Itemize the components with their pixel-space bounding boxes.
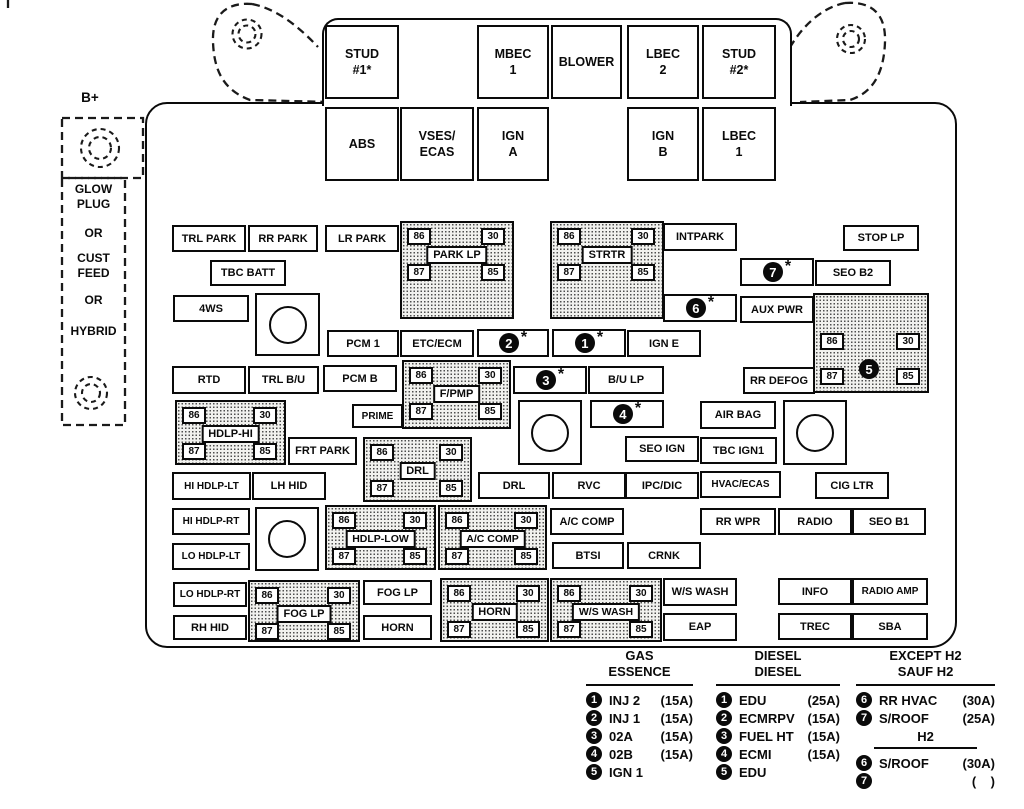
b-plus-bolt-box [62, 118, 143, 178]
relay-a-c-comp [438, 505, 547, 570]
relay-pin-86: 86 [182, 407, 206, 424]
side-note-line: OR [84, 293, 103, 307]
side-note-line: CUST [77, 251, 110, 265]
marker-fuse-6 [663, 294, 737, 322]
legend-item-amps: (25A) [807, 692, 840, 708]
fuse-stud-1: STUD #1* [325, 25, 399, 99]
legend-item-amps: ( ) [971, 773, 995, 789]
legend-item-amps: (30A) [962, 692, 995, 708]
legend-item-label: RR HVAC [879, 692, 938, 708]
fuse-hi-hdlp-rt: HI HDLP-RT [172, 508, 250, 535]
asterisk: * [707, 294, 715, 311]
asterisk: * [634, 400, 642, 417]
relay-marker-5 [813, 293, 929, 393]
relay-pin-87: 87 [409, 403, 433, 420]
socket-circle-icon [531, 414, 569, 452]
fuse-ign-b: IGN B [627, 107, 699, 181]
circled-number-icon: 5 [586, 764, 602, 780]
circled-number-icon: 2 [716, 710, 732, 726]
circled-number-icon: 7 [856, 773, 872, 789]
legend-item-label: S/ROOF [879, 710, 929, 726]
relay-pin-85: 85 [439, 480, 463, 497]
legend-item-label: INJ 2 [609, 692, 641, 708]
relay-pin-87: 87 [820, 368, 844, 385]
relay-pin-30: 30 [631, 228, 655, 245]
relay-pin-85: 85 [514, 548, 538, 565]
fuse-vses-ecas: VSES/ ECAS [400, 107, 474, 181]
relay-label: HDLP-LOW [345, 530, 416, 548]
relay-park-lp [400, 221, 514, 319]
relay-socket-4 [255, 507, 319, 571]
side-note-line: FEED [77, 266, 110, 280]
legend-item-amps: (15A) [660, 728, 693, 744]
legend-item-amps: (15A) [660, 692, 693, 708]
relay-hdlp-low [325, 505, 436, 570]
fuse-lr-park: LR PARK [325, 225, 399, 252]
circled-number-icon: 4 [586, 746, 602, 762]
fuse-lbec-1: LBEC 1 [702, 107, 776, 181]
relay-pin-30: 30 [327, 587, 351, 604]
relay-label: HORN [471, 603, 517, 621]
legend-item [716, 745, 840, 763]
relay-pin-85: 85 [631, 264, 655, 281]
relay-label: W/S WASH [572, 603, 640, 621]
relay-pin-87: 87 [557, 264, 581, 281]
left-tab-outline [213, 4, 330, 102]
fuse-tbc-ign1: TBC IGN1 [700, 437, 777, 464]
circled-number-icon: 4 [613, 404, 633, 424]
legend-item-amps: (15A) [660, 746, 693, 762]
fuse-lo-hdlp-lt: LO HDLP-LT [172, 543, 250, 570]
relay-pin-87: 87 [370, 480, 394, 497]
legend-item [586, 727, 693, 745]
circled-number-icon: 6 [686, 298, 706, 318]
circled-number-icon: 3 [716, 728, 732, 744]
asterisk: * [784, 258, 792, 275]
relay-pin-86: 86 [407, 228, 431, 245]
legend-item-amps: (30A) [962, 755, 995, 771]
fuse-b-u-lp: B/U LP [588, 366, 664, 394]
fuse-prime: PRIME [352, 404, 403, 428]
legend-item [586, 745, 693, 763]
legend-item-label: 02A [609, 728, 633, 744]
fuse-crnk: CRNK [627, 542, 701, 569]
legend-item [586, 691, 693, 709]
right-tab-outline [800, 3, 885, 102]
circled-number-icon: 3 [586, 728, 602, 744]
circled-number-icon: 2 [586, 710, 602, 726]
fuse-btsi: BTSI [552, 542, 624, 569]
fuse-abs: ABS [325, 107, 399, 181]
fuse-trl-b-u: TRL B/U [248, 366, 319, 394]
socket-circle-icon [269, 306, 307, 344]
legend-item-label: INJ 1 [609, 710, 641, 726]
relay-pin-86: 86 [447, 585, 471, 602]
legend-item-label: FUEL HT [739, 728, 794, 744]
asterisk: * [520, 329, 528, 346]
circled-number-icon: 5 [859, 359, 879, 379]
legend-item-label: 02B [609, 746, 633, 762]
relay-pin-86: 86 [557, 228, 581, 245]
fuse-cig-ltr: CIG LTR [815, 472, 889, 499]
fuse-lh-hid: LH HID [252, 472, 326, 500]
relay-pin-86: 86 [409, 367, 433, 384]
legend-item [716, 727, 840, 745]
b-plus-bolt-icon [81, 129, 119, 167]
legend-column-1 [586, 648, 693, 781]
asterisk: * [557, 366, 565, 383]
relay-pin-87: 87 [182, 443, 206, 460]
circled-number-icon: 4 [716, 746, 732, 762]
left-tab-bolt-icon [233, 20, 262, 49]
relay-strtr [550, 221, 664, 319]
legend-subheader: H2 [917, 729, 934, 744]
relay-pin-87: 87 [447, 621, 471, 638]
fuse-stud-2: STUD #2* [702, 25, 776, 99]
fuse-rtd: RTD [172, 366, 246, 394]
relay-pin-30: 30 [439, 444, 463, 461]
fuse-lbec-2: LBEC 2 [627, 25, 699, 99]
side-note-line: GLOW [74, 182, 113, 196]
legend-item-label: ECMRPV [739, 710, 795, 726]
relay-pin-30: 30 [514, 512, 538, 529]
relay-pin-85: 85 [478, 403, 502, 420]
circled-number-icon: 3 [536, 370, 556, 390]
circled-number-icon: 1 [716, 692, 732, 708]
b-plus-label: B+ [81, 90, 99, 105]
relay-label: A/C COMP [459, 530, 526, 548]
side-note-text [62, 182, 125, 339]
legend-item [716, 763, 840, 781]
socket-circle-icon [268, 520, 306, 558]
fuse-w-s-wash: W/S WASH [663, 578, 737, 606]
fuse-horn: HORN [363, 615, 432, 640]
relay-hdlp-hi [175, 400, 286, 465]
fuse-seo-b1: SEO B1 [852, 508, 926, 535]
fuse-rr-defog: RR DEFOG [743, 367, 815, 394]
fuse-seo-b2: SEO B2 [815, 260, 891, 286]
legend-header: DIESEL DIESEL [754, 648, 802, 679]
relay-socket-3 [783, 400, 847, 465]
marker-fuse-2 [477, 329, 549, 357]
legend-item-label: IGN 1 [609, 764, 643, 780]
fuse-trl-park: TRL PARK [172, 225, 246, 252]
relay-pin-86: 86 [370, 444, 394, 461]
circled-number-icon: 1 [586, 692, 602, 708]
side-note-line: PLUG [76, 197, 111, 211]
marker-fuse-3 [513, 366, 587, 394]
legend-item [856, 691, 995, 709]
legend-item-amps: (15A) [807, 728, 840, 744]
fuse-info: INFO [778, 578, 852, 605]
relay-pin-85: 85 [516, 621, 540, 638]
circled-number-icon: 6 [856, 692, 872, 708]
fuse-drl: DRL [478, 472, 550, 499]
fuse-frt-park: FRT PARK [288, 437, 357, 465]
fuse-trec: TREC [778, 613, 852, 640]
relay-pin-86: 86 [820, 333, 844, 350]
fuse-radio: RADIO [778, 508, 852, 535]
socket-circle-icon [796, 414, 834, 452]
relay-pin-87: 87 [255, 623, 279, 640]
legend-item-amps: (15A) [807, 710, 840, 726]
fuse-lo-hdlp-rt: LO HDLP-RT [173, 582, 247, 607]
legend-column-3 [856, 648, 995, 790]
relay-pin-30: 30 [516, 585, 540, 602]
fuse-eap: EAP [663, 613, 737, 641]
legend-header: GAS ESSENCE [608, 648, 671, 679]
fuse-air-bag: AIR BAG [700, 401, 776, 429]
relay-pin-87: 87 [332, 548, 356, 565]
side-note-line: OR [84, 226, 103, 240]
legend-item-amps: (15A) [807, 746, 840, 762]
fuse-pcm-1: PCM 1 [327, 330, 399, 357]
relay-label: DRL [399, 462, 436, 480]
relay-pin-85: 85 [327, 623, 351, 640]
legend-item-amps: (15A) [660, 710, 693, 726]
legend-header: EXCEPT H2 SAUF H2 [889, 648, 962, 679]
relay-pin-86: 86 [255, 587, 279, 604]
circled-number-icon: 6 [856, 755, 872, 771]
fuse-fog-lp: FOG LP [363, 580, 432, 605]
legend-item-label: ECMI [739, 746, 772, 762]
marker-fuse-4 [590, 400, 664, 428]
relay-pin-30: 30 [403, 512, 427, 529]
fuse-radio-amp: RADIO AMP [852, 578, 928, 605]
relay-fog-lp [248, 580, 360, 642]
fuse-etc-ecm: ETC/ECM [400, 330, 474, 357]
fuse-rr-park: RR PARK [248, 225, 318, 252]
fuse-seo-ign: SEO IGN [625, 436, 699, 462]
marker-fuse-7 [740, 258, 814, 286]
relay-pin-30: 30 [481, 228, 505, 245]
relay-pin-30: 30 [478, 367, 502, 384]
relay-pin-85: 85 [253, 443, 277, 460]
relay-label: F/PMP [433, 385, 481, 403]
marker-fuse-1 [552, 329, 626, 357]
relay-pin-86: 86 [445, 512, 469, 529]
legend-item [716, 691, 840, 709]
relay-f-pmp [402, 360, 511, 429]
legend-item-amps: (25A) [962, 710, 995, 726]
relay-pin-85: 85 [896, 368, 920, 385]
legend-item [586, 709, 693, 727]
legend-item [856, 772, 995, 790]
relay-horn [440, 578, 549, 642]
circled-number-icon: 7 [856, 710, 872, 726]
fuse-ign-e: IGN E [627, 330, 701, 357]
relay-label: HDLP-HI [201, 425, 260, 443]
fuse-ign-a: IGN A [477, 107, 549, 181]
legend-item-label: EDU [739, 692, 767, 708]
relay-socket-1 [255, 293, 320, 356]
legend-item [586, 763, 693, 781]
right-tab-bolt-icon [837, 25, 865, 53]
circled-number-icon: 5 [716, 764, 732, 780]
relay-pin-87: 87 [407, 264, 431, 281]
relay-pin-87: 87 [557, 621, 581, 638]
relay-label: FOG LP [277, 605, 332, 623]
legend-item [716, 709, 840, 727]
legend-item-label: EDU [739, 764, 767, 780]
fuse-tbc-batt: TBC BATT [210, 260, 286, 286]
fuse-intpark: INTPARK [663, 223, 737, 251]
side-bolt-icon [75, 377, 107, 409]
fuse-rr-wpr: RR WPR [700, 508, 776, 535]
relay-label: STRTR [582, 246, 633, 264]
fuse-ipc-dic: IPC/DIC [625, 472, 699, 499]
fuse-mbec-1: MBEC 1 [477, 25, 549, 99]
relay-w-s-wash [550, 578, 662, 642]
legend-item-label: S/ROOF [879, 755, 929, 771]
fuse-blower: BLOWER [551, 25, 622, 99]
side-note-line: HYBRID [70, 324, 117, 338]
fuse-4ws: 4WS [173, 295, 249, 322]
fuse-sba: SBA [852, 613, 928, 640]
legend-item [856, 754, 995, 772]
legend-column-2 [716, 648, 840, 781]
fuse-aux-pwr: AUX PWR [740, 296, 814, 323]
relay-pin-86: 86 [557, 585, 581, 602]
fuse-stop-lp: STOP LP [843, 225, 919, 251]
fuse-rvc: RVC [552, 472, 626, 499]
relay-pin-85: 85 [481, 264, 505, 281]
strip-body-join [327, 99, 783, 107]
relay-pin-85: 85 [629, 621, 653, 638]
fuse-hvac-ecas: HVAC/ECAS [700, 471, 781, 498]
circled-number-icon: 7 [763, 262, 783, 282]
fuse-hi-hdlp-lt: HI HDLP-LT [172, 472, 251, 500]
relay-pin-30: 30 [896, 333, 920, 350]
relay-label: PARK LP [426, 246, 487, 264]
relay-pin-86: 86 [332, 512, 356, 529]
relay-drl [363, 437, 472, 502]
circled-number-icon: 2 [499, 333, 519, 353]
relay-pin-30: 30 [629, 585, 653, 602]
asterisk: * [596, 329, 604, 346]
fuse-pcm-b: PCM B [323, 365, 397, 392]
legend-item [856, 709, 995, 727]
circled-number-icon: 1 [575, 333, 595, 353]
relay-pin-30: 30 [253, 407, 277, 424]
relay-socket-2 [518, 400, 582, 465]
relay-pin-85: 85 [403, 548, 427, 565]
fuse-a-c-comp: A/C COMP [550, 508, 624, 535]
relay-pin-87: 87 [445, 548, 469, 565]
fuse-rh-hid: RH HID [173, 615, 247, 640]
